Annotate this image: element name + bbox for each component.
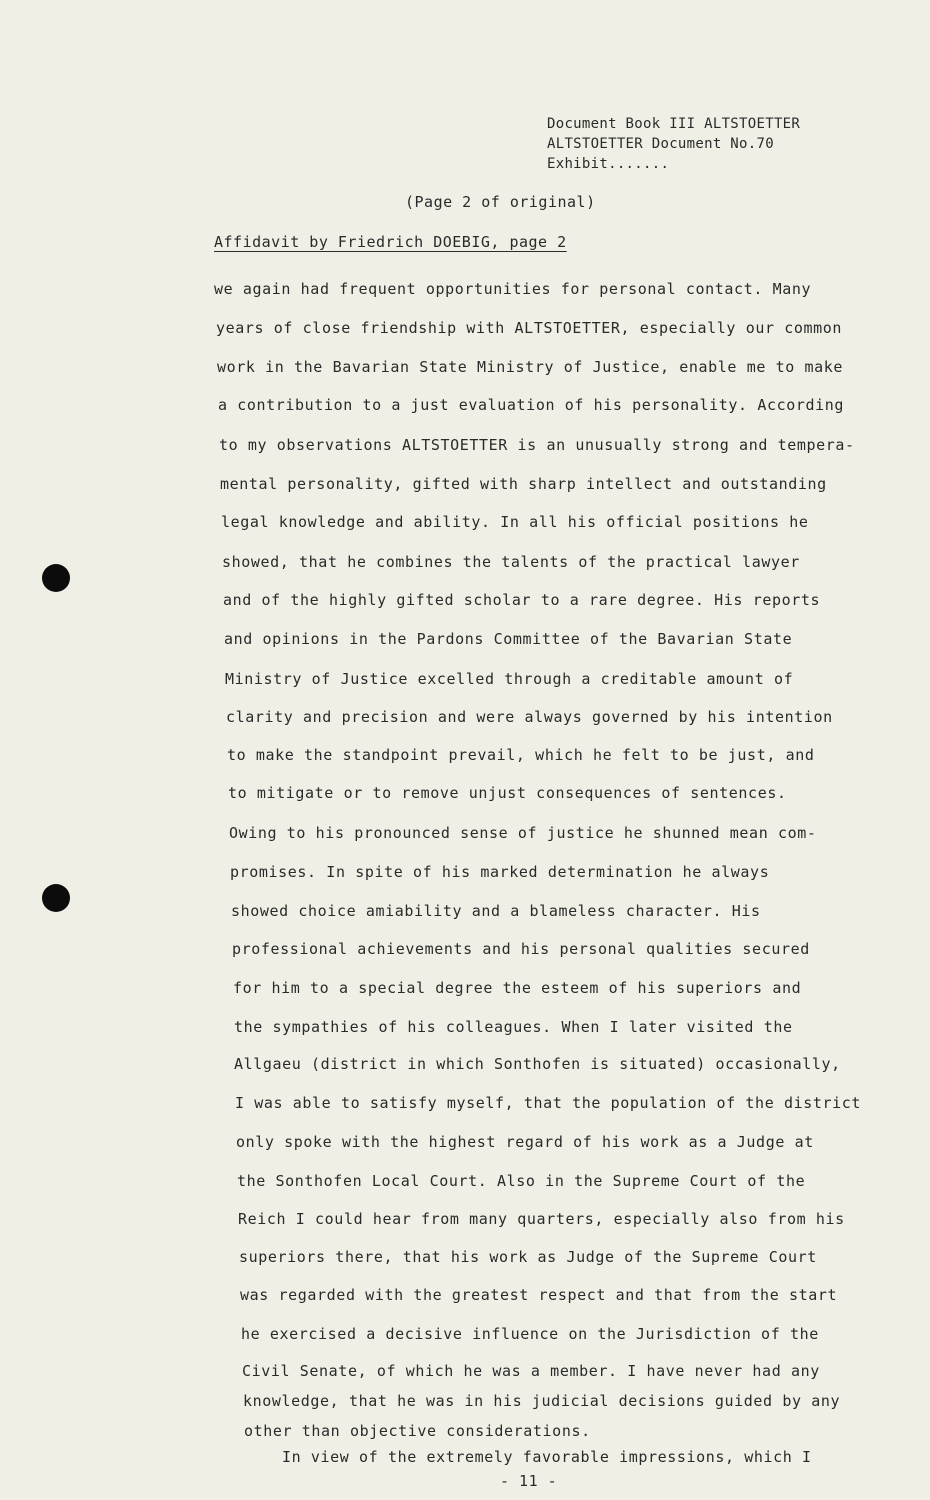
body-line: we again had frequent opportunities for personal contact. Many bbox=[214, 280, 812, 298]
body-line: a contribution to a just evaluation of his personality. According bbox=[218, 396, 844, 414]
body-line: to mitigate or to remove unjust consequences of sentences. bbox=[228, 784, 787, 802]
punch-hole-bottom bbox=[42, 884, 70, 912]
body-line: showed, that he combines the talents of the practical lawyer bbox=[222, 553, 800, 571]
body-line: the Sonthofen Local Court. Also in the Supreme Court of the bbox=[237, 1172, 806, 1190]
body-line: he exercised a decisive influence on the Jurisdiction of the bbox=[241, 1325, 819, 1343]
body-line: work in the Bavarian State Ministry of Justice, enable me to make bbox=[217, 358, 843, 376]
body-line: only spoke with the highest regard of his work as a Judge at bbox=[236, 1133, 814, 1151]
body-line: promises. In spite of his marked determination he always bbox=[230, 863, 770, 881]
body-line: Ministry of Justice excelled through a creditable amount of bbox=[225, 670, 794, 688]
body-line: for him to a special degree the esteem of his superiors and bbox=[233, 979, 802, 997]
body-line: I was able to satisfy myself, that the population of the district bbox=[235, 1094, 861, 1112]
body-line: legal knowledge and ability. In all his official positions he bbox=[221, 513, 809, 531]
body-line: the sympathies of his colleagues. When I later visited the bbox=[234, 1018, 793, 1036]
body-line: to my observations ALTSTOETTER is an unusually strong and tempera- bbox=[219, 436, 855, 454]
body-line: knowledge, that he was in his judicial decisions guided by any bbox=[243, 1392, 841, 1410]
body-line: clarity and precision and were always governed by his intention bbox=[226, 708, 833, 726]
body-line: and of the highly gifted scholar to a rare degree. His reports bbox=[223, 591, 821, 609]
body-line: Civil Senate, of which he was a member. I have never had any bbox=[242, 1362, 820, 1380]
body-line: was regarded with the greatest respect and that from the start bbox=[240, 1286, 838, 1304]
body-line: other than objective considerations. bbox=[244, 1422, 591, 1440]
exhibit-line: Exhibit....... bbox=[547, 156, 670, 172]
body-line: showed choice amiability and a blameless character. His bbox=[231, 902, 761, 920]
punch-hole-top bbox=[42, 564, 70, 592]
body-line: Allgaeu (district in which Sonthofen is situated) occasionally, bbox=[234, 1055, 841, 1073]
body-line: to make the standpoint prevail, which he felt to be just, and bbox=[227, 746, 815, 764]
body-line: mental personality, gifted with sharp intellect and outstanding bbox=[220, 475, 827, 493]
body-line: Owing to his pronounced sense of justice he shunned mean com- bbox=[229, 824, 817, 842]
document-reference bbox=[547, 114, 800, 174]
affidavit-title: Affidavit by Friedrich DOEBIG, page 2 bbox=[214, 233, 567, 251]
page-number: - 11 - bbox=[500, 1472, 558, 1490]
body-line: superiors there, that his work as Judge of the Supreme Court bbox=[239, 1248, 817, 1266]
document-number-line: ALTSTOETTER Document No.70 bbox=[547, 136, 774, 152]
body-line: and opinions in the Pardons Committee of the Bavarian State bbox=[224, 630, 793, 648]
body-line: years of close friendship with ALTSTOETTER, especially our common bbox=[216, 319, 842, 337]
page-of-original-note: (Page 2 of original) bbox=[405, 193, 596, 211]
body-line: professional achievements and his personal qualities secured bbox=[232, 940, 810, 958]
document-book-line: Document Book III ALTSTOETTER bbox=[547, 116, 801, 132]
body-line: In view of the extremely favorable impressions, which I bbox=[282, 1448, 812, 1466]
body-line: Reich I could hear from many quarters, especially also from his bbox=[238, 1210, 845, 1228]
